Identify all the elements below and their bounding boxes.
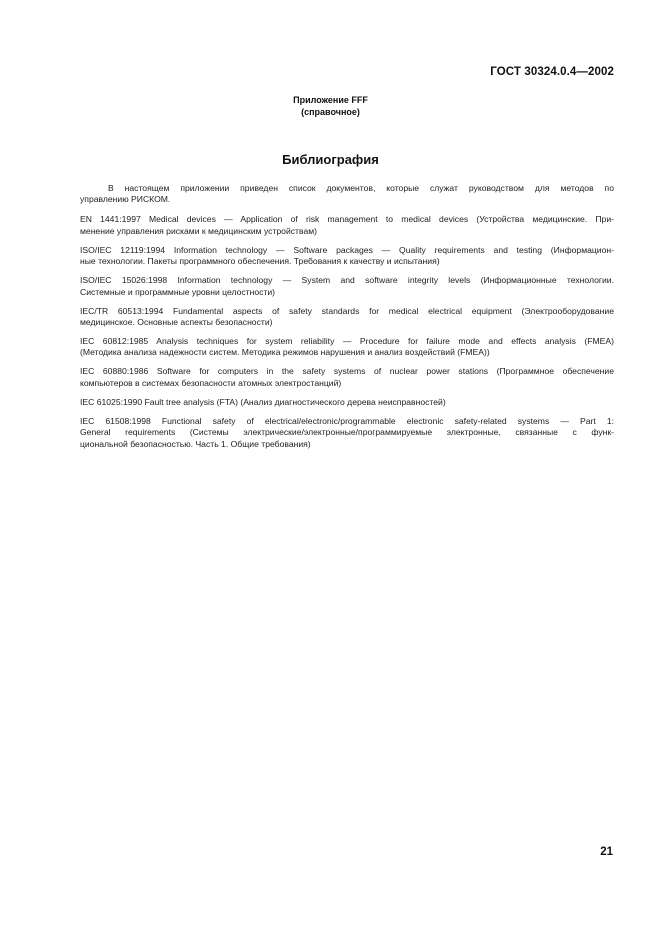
- reference-line: General requirements (Системы электрические/электронные/программируемые электронные, связанные с функ-: [80, 427, 614, 438]
- reference-item: [80, 416, 614, 450]
- intro-line: управлению РИСКОМ.: [80, 194, 171, 205]
- reference-line: IEC 60812:1985 Analysis techniques for system reliability — Procedure for failure mode and effects analysis (FMEA): [80, 335, 614, 346]
- annex-label: Приложение FFF: [293, 95, 368, 105]
- reference-line: ISO/IEC 12119:1994 Information technology — Software packages — Quality requirements and testing (Информацион-: [80, 244, 614, 255]
- annex-heading: [0, 95, 661, 118]
- reference-item: [80, 214, 614, 237]
- page-title: Библиография: [282, 152, 379, 167]
- reference-line: ISO/IEC 15026:1998 Information technology — System and software integrity levels (Информационные технологии.: [80, 275, 614, 286]
- reference-line: IEC 60880:1986 Software for computers in the safety systems of nuclear power stations (Программное обеспечение: [80, 366, 614, 377]
- reference-line: компьютеров в системах безопасности атомных электростанций): [80, 377, 342, 388]
- reference-line: IEC/TR 60513:1994 Fundamental aspects of safety standards for medical electrical equipment (Электрооборудование: [80, 305, 614, 316]
- reference-line: (Методика анализа надежности систем. Методика режимов нарушения и анализ воздействий (FMEA)): [80, 347, 490, 358]
- reference-item: [80, 397, 614, 408]
- reference-line: медицинское. Основные аспекты безопасности): [80, 316, 273, 327]
- reference-item: [80, 366, 614, 389]
- intro-line: В настоящем приложении приведен список документов, которые служат руководством для методов по: [108, 183, 614, 193]
- bibliography-body: [80, 183, 614, 458]
- reference-line: IEC 61508:1998 Functional safety of electrical/electronic/programmable electronic safety-related systems — Part 1:: [80, 415, 614, 426]
- reference-line: Системные и программные уровни целостности): [80, 286, 276, 297]
- reference-item: [80, 336, 614, 359]
- reference-item: [80, 306, 614, 329]
- standard-code-header: ГОСТ 30324.0.4—2002: [490, 66, 614, 78]
- reference-line: менение управления рисками к медицинским устройствам): [80, 225, 318, 236]
- reference-line: циональной безопасностью. Часть 1. Общие требования): [80, 438, 311, 449]
- reference-item: [80, 245, 614, 268]
- reference-line: ные технологии. Пакеты программного обеспечения. Требования к качеству и испытания): [80, 256, 440, 267]
- intro-paragraph: [80, 183, 614, 206]
- page-number: 21: [600, 846, 613, 858]
- reference-line: EN 1441:1997 Medical devices — Application of risk management to medical devices (Устройства медицинские. При-: [80, 214, 614, 225]
- annex-type: (справочное): [301, 106, 360, 117]
- reference-item: [80, 275, 614, 298]
- reference-line: IEC 61025:1990 Fault tree analysis (FTA) (Анализ диагностического дерева неисправностей): [80, 396, 446, 407]
